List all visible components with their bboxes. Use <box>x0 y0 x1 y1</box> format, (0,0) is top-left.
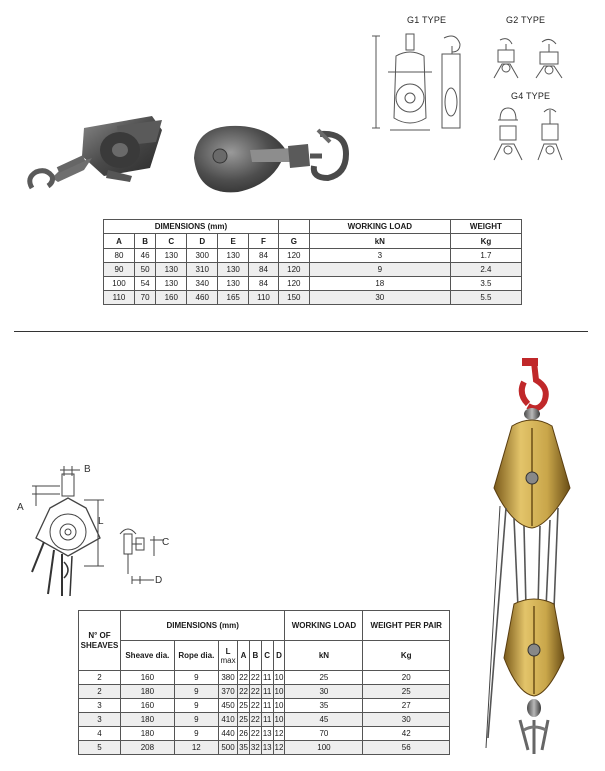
table-cell: 90 <box>104 263 135 277</box>
table-cell: 3 <box>79 713 121 727</box>
table-cell: 5.5 <box>450 291 521 305</box>
column-header: kN <box>309 234 450 249</box>
table-cell: 120 <box>278 249 309 263</box>
table-cell: 2 <box>79 671 121 685</box>
dimension-label-l: L <box>98 516 104 527</box>
table-cell: 4 <box>79 727 121 741</box>
table-cell: 10 <box>273 713 285 727</box>
table-cell: 9 <box>174 685 218 699</box>
l-label: L <box>225 646 231 656</box>
table-cell: 9 <box>174 671 218 685</box>
table-cell: 440 <box>218 727 237 741</box>
g2-type-drawing <box>488 36 578 86</box>
dimension-label-a: A <box>17 502 24 513</box>
table-row <box>79 671 450 685</box>
table-cell: 11 <box>261 713 273 727</box>
table-cell: 100 <box>104 277 135 291</box>
l-max-label: max <box>220 655 236 665</box>
table-cell: 22 <box>238 671 250 685</box>
column-header: D <box>187 234 218 249</box>
table-cell: 180 <box>121 685 175 699</box>
column-header: D <box>273 641 285 671</box>
table-cell: 180 <box>121 727 175 741</box>
table-row <box>104 249 522 263</box>
table-cell: 150 <box>278 291 309 305</box>
table-row <box>104 263 522 277</box>
column-header: C <box>156 234 187 249</box>
table-cell: 45 <box>285 713 363 727</box>
table-cell: 35 <box>285 699 363 713</box>
g1-type-label: G1 TYPE <box>407 15 447 25</box>
table-cell: 20 <box>363 671 450 685</box>
dimension-label-b: B <box>84 464 91 475</box>
table-row <box>79 699 450 713</box>
column-header: A <box>238 641 250 671</box>
table-cell: 208 <box>121 741 175 755</box>
table-cell: 50 <box>134 263 155 277</box>
column-header: B <box>249 641 261 671</box>
table-cell: 500 <box>218 741 237 755</box>
table-cell: 120 <box>278 263 309 277</box>
table-cell: 380 <box>218 671 237 685</box>
column-header: A <box>104 234 135 249</box>
pulley-block-pair-photo <box>458 358 598 758</box>
table-cell: 2.4 <box>450 263 521 277</box>
weight-per-pair-header: WEIGHT PER PAIR <box>363 611 450 641</box>
snatch-block-photo-closed <box>190 122 350 207</box>
table-cell: 84 <box>249 277 279 291</box>
table-cell: 13 <box>261 727 273 741</box>
table-cell: 460 <box>187 291 218 305</box>
table-cell: 22 <box>249 713 261 727</box>
table-cell: 80 <box>104 249 135 263</box>
table-cell: 3 <box>79 699 121 713</box>
table-cell: 3.5 <box>450 277 521 291</box>
table-cell: 130 <box>218 249 249 263</box>
g4-type-label: G4 TYPE <box>511 91 551 101</box>
table-cell: 22 <box>249 671 261 685</box>
table-cell: 3 <box>309 249 450 263</box>
table-cell: 10 <box>273 699 285 713</box>
table-cell: 370 <box>218 685 237 699</box>
table-cell: 12 <box>273 741 285 755</box>
table-cell: 310 <box>187 263 218 277</box>
table-cell: 11 <box>261 685 273 699</box>
dimensions-group-header: DIMENSIONS (mm) <box>104 220 279 234</box>
dimension-label-c: C <box>162 537 170 548</box>
table-cell: 130 <box>218 277 249 291</box>
table-cell: 160 <box>121 699 175 713</box>
table-cell: 42 <box>363 727 450 741</box>
table-cell: 54 <box>134 277 155 291</box>
table-cell: 22 <box>249 727 261 741</box>
table-cell: 410 <box>218 713 237 727</box>
table-cell: 130 <box>156 277 187 291</box>
table-cell: 130 <box>218 263 249 277</box>
table-cell: 30 <box>285 685 363 699</box>
column-header: Sheave dia. <box>121 641 175 671</box>
table-cell: 22 <box>238 685 250 699</box>
table-cell: 450 <box>218 699 237 713</box>
table-cell: 340 <box>187 277 218 291</box>
sheaves-header: N° OF SHEAVES <box>79 611 121 671</box>
table-cell: 12 <box>273 727 285 741</box>
section-divider <box>14 331 588 332</box>
table-cell: 100 <box>285 741 363 755</box>
table-cell: 12 <box>174 741 218 755</box>
column-header <box>218 641 237 671</box>
table-cell: 35 <box>238 741 250 755</box>
block-dimensions-table <box>103 219 522 305</box>
weight-header: WEIGHT <box>450 220 521 234</box>
table-cell: 9 <box>309 263 450 277</box>
table-cell: 32 <box>249 741 261 755</box>
table-cell: 11 <box>261 699 273 713</box>
column-header: Rope dia. <box>174 641 218 671</box>
g4-type-drawing <box>488 106 578 164</box>
table-row <box>104 291 522 305</box>
table-cell: 84 <box>249 263 279 277</box>
table-cell: 25 <box>285 671 363 685</box>
table-cell: 10 <box>273 671 285 685</box>
table-cell: 110 <box>104 291 135 305</box>
table-cell: 84 <box>249 249 279 263</box>
table-cell: 180 <box>121 713 175 727</box>
table-cell: 30 <box>309 291 450 305</box>
blank-header-cell <box>278 220 309 234</box>
table-cell: 160 <box>121 671 175 685</box>
column-header: Kg <box>363 641 450 671</box>
working-load-header: WORKING LOAD <box>285 611 363 641</box>
table-cell: 5 <box>79 741 121 755</box>
dimension-label-d: D <box>155 575 163 586</box>
column-header: C <box>261 641 273 671</box>
table-row <box>79 685 450 699</box>
table-cell: 27 <box>363 699 450 713</box>
table-cell: 10 <box>273 685 285 699</box>
table-cell: 130 <box>156 249 187 263</box>
table-cell: 160 <box>156 291 187 305</box>
column-header: F <box>249 234 279 249</box>
table-cell: 11 <box>261 671 273 685</box>
g2-type-label: G2 TYPE <box>506 15 546 25</box>
table-cell: 13 <box>261 741 273 755</box>
table-cell: 120 <box>278 277 309 291</box>
g1-type-drawing <box>366 28 476 138</box>
table-cell: 26 <box>238 727 250 741</box>
pulley-block-table <box>78 610 450 755</box>
column-header: kN <box>285 641 363 671</box>
table-cell: 165 <box>218 291 249 305</box>
table-cell: 300 <box>187 249 218 263</box>
table-row <box>79 713 450 727</box>
column-header: E <box>218 234 249 249</box>
column-header: G <box>278 234 309 249</box>
dimensions-group-header: DIMENSIONS (mm) <box>121 611 285 641</box>
table-cell: 22 <box>249 699 261 713</box>
table-cell: 130 <box>156 263 187 277</box>
table-cell: 18 <box>309 277 450 291</box>
table-row <box>104 277 522 291</box>
table-cell: 22 <box>249 685 261 699</box>
table-cell: 110 <box>249 291 279 305</box>
table-row <box>79 741 450 755</box>
table-cell: 25 <box>238 713 250 727</box>
table-cell: 9 <box>174 699 218 713</box>
table-cell: 70 <box>285 727 363 741</box>
table-cell: 9 <box>174 713 218 727</box>
table-cell: 46 <box>134 249 155 263</box>
column-header: B <box>134 234 155 249</box>
column-header: Kg <box>450 234 521 249</box>
table-cell: 2 <box>79 685 121 699</box>
table-cell: 70 <box>134 291 155 305</box>
snatch-block-photo-open <box>22 108 192 203</box>
table-cell: 25 <box>363 685 450 699</box>
table-cell: 1.7 <box>450 249 521 263</box>
working-load-header: WORKING LOAD <box>309 220 450 234</box>
table-row <box>79 727 450 741</box>
table-cell: 56 <box>363 741 450 755</box>
table-cell: 9 <box>174 727 218 741</box>
table-cell: 25 <box>238 699 250 713</box>
table-cell: 30 <box>363 713 450 727</box>
